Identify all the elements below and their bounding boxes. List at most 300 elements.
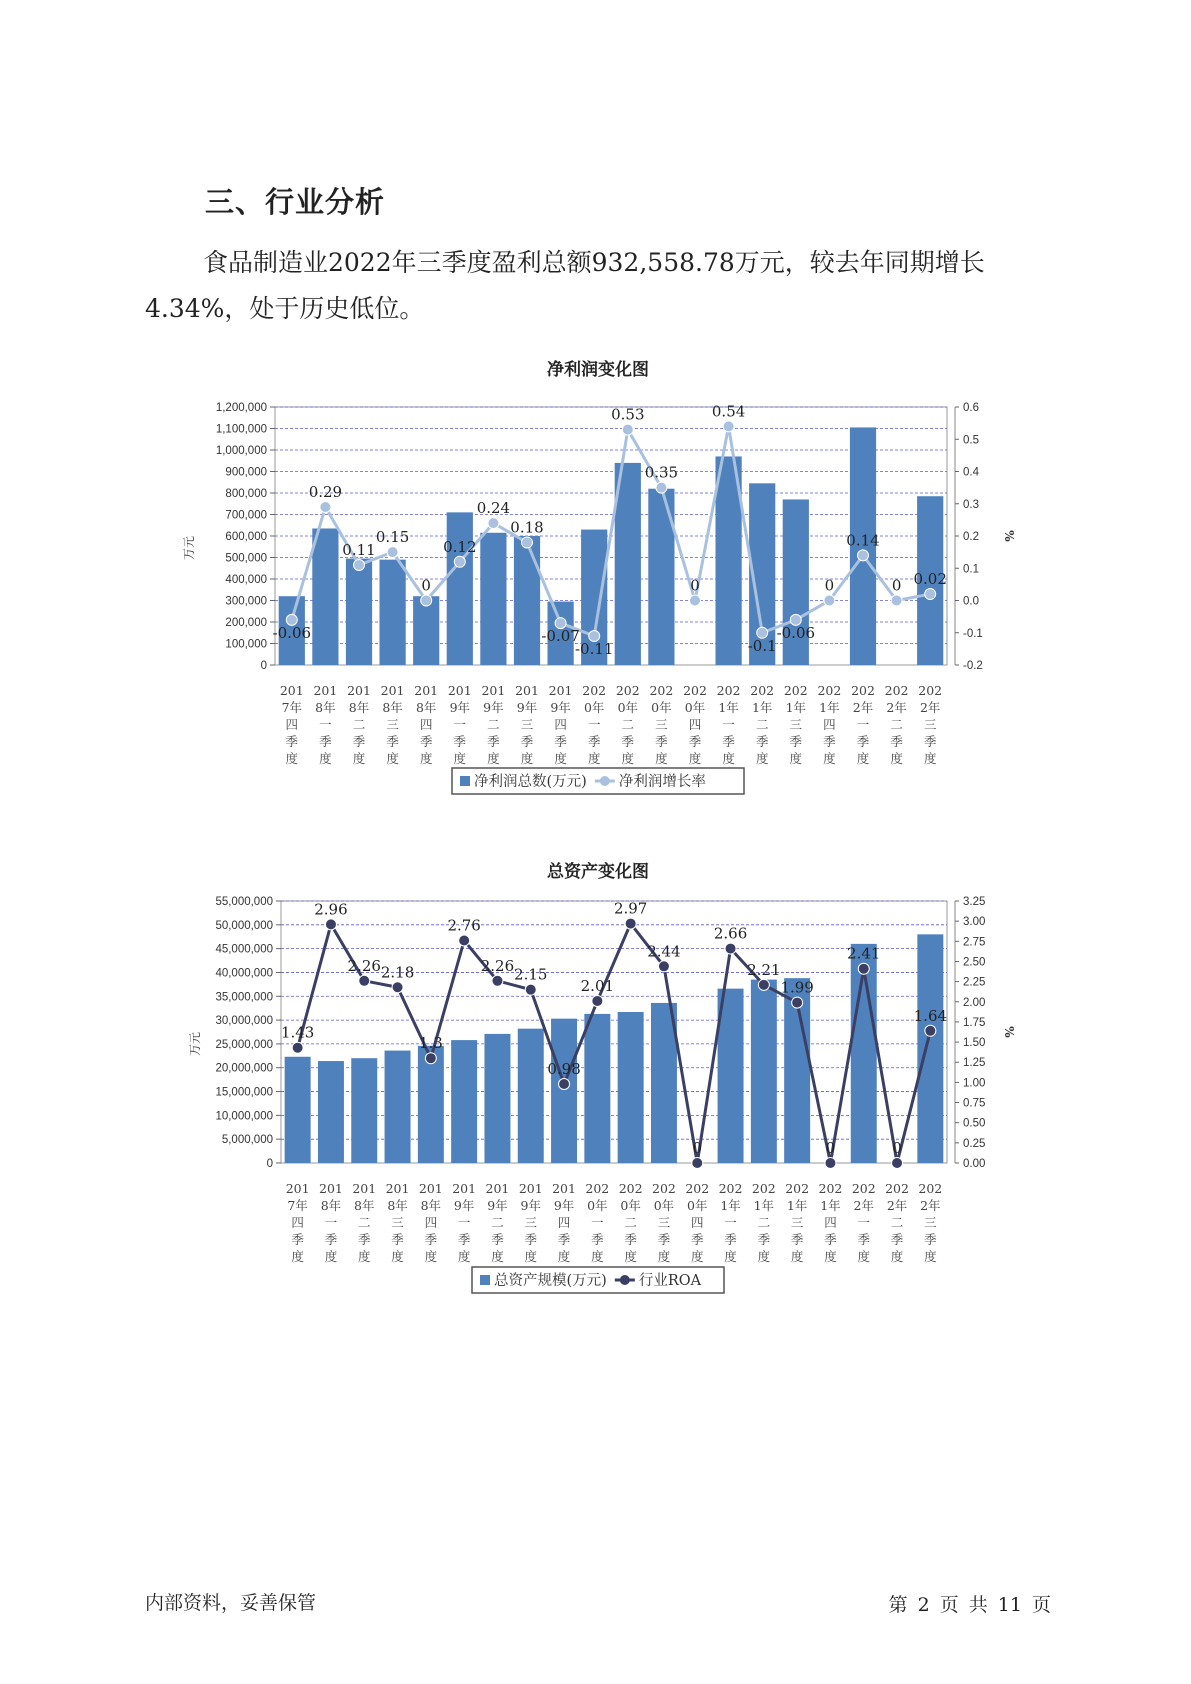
- y-axis-label: 万元: [188, 1031, 202, 1057]
- line-point: [690, 595, 701, 606]
- x-category-label: 202: [716, 683, 741, 698]
- y-tick-label: 100,000: [225, 638, 267, 651]
- y-axis-label: 万元: [182, 535, 196, 561]
- data-label: 0.02: [913, 570, 947, 589]
- x-category-label: 202: [817, 683, 842, 698]
- y2-tick-label: 1.00: [963, 1077, 986, 1090]
- y-tick-label: 400,000: [225, 574, 267, 586]
- x-category-label: 三: [520, 717, 534, 732]
- bar: [618, 1012, 644, 1163]
- x-category-label: 2年: [853, 1198, 874, 1213]
- data-label: 2.96: [314, 900, 348, 919]
- x-category-label: 8年: [420, 1198, 442, 1213]
- x-category-label: 9年: [516, 700, 538, 715]
- x-category-label: 季: [923, 734, 937, 749]
- data-label: 0: [692, 1139, 703, 1157]
- legend-bar-label: 总资产规模(万元): [494, 1273, 607, 1289]
- y2-tick-label: 0.1: [963, 563, 979, 576]
- x-category-label: 9年: [550, 700, 571, 715]
- line-point: [925, 1025, 936, 1036]
- y2-tick-label: 2.75: [963, 936, 986, 949]
- line-point: [723, 421, 734, 432]
- x-category-label: 二: [621, 717, 635, 732]
- x-category-label: 9年: [553, 1198, 575, 1213]
- x-category-label: 度: [591, 1249, 604, 1264]
- x-category-label: 201: [485, 1181, 510, 1196]
- x-category-label: 四: [419, 717, 433, 732]
- bar: [447, 512, 473, 665]
- x-category-label: 度: [824, 1249, 837, 1264]
- y2-tick-label: 2.50: [963, 956, 986, 969]
- x-category-label: 202: [885, 1181, 909, 1196]
- data-label: 0.35: [644, 463, 679, 482]
- y-tick-label: 1,200,000: [215, 402, 267, 414]
- x-category-label: 三: [657, 1215, 671, 1230]
- x-category-label: 201: [385, 1181, 410, 1196]
- legend-bar-label: 净利润总数(万元): [474, 774, 587, 790]
- x-category-label: 201: [418, 1181, 443, 1196]
- data-label: 0.29: [308, 482, 343, 501]
- y-tick-label: 45,000,000: [215, 943, 273, 956]
- data-label: 2.44: [647, 942, 681, 961]
- x-category-label: 202: [884, 683, 909, 698]
- x-category-label: 季: [690, 1232, 704, 1247]
- line-point: [392, 982, 403, 993]
- x-category-label: 四: [291, 1215, 304, 1230]
- x-category-label: 202: [783, 683, 808, 698]
- x-category-label: 季: [722, 734, 735, 749]
- y2-axis-label: %: [1002, 530, 1016, 542]
- data-label: 0.24: [476, 499, 511, 518]
- bar: [451, 1040, 477, 1163]
- net-profit-chart-svg: [0, 355, 1191, 815]
- data-label: 0: [891, 576, 902, 595]
- x-category-label: 度: [419, 751, 433, 766]
- x-category-label: 季: [757, 1232, 771, 1247]
- y-tick-label: 30,000,000: [215, 1015, 273, 1028]
- x-category-label: 三: [391, 1215, 404, 1230]
- x-category-label: 0年: [653, 1198, 675, 1213]
- x-category-label: 一: [587, 717, 601, 732]
- x-category-label: 8年: [415, 700, 437, 715]
- y-tick-label: 40,000,000: [215, 967, 273, 980]
- bar: [484, 1034, 510, 1163]
- x-category-label: 度: [524, 1249, 538, 1264]
- x-category-label: 202: [851, 1181, 876, 1196]
- y2-tick-label: 0.6: [963, 402, 979, 414]
- x-category-label: 三: [524, 1215, 538, 1230]
- line-point: [725, 943, 736, 954]
- x-category-label: 季: [924, 1232, 937, 1247]
- data-label: 2.97: [613, 899, 648, 918]
- y2-tick-label: 0.4: [963, 466, 979, 479]
- x-category-label: 季: [890, 734, 903, 749]
- x-category-label: 201: [447, 683, 472, 698]
- y-tick-label: 55,000,000: [215, 896, 273, 908]
- x-category-label: 度: [491, 1249, 504, 1264]
- line-point: [559, 1078, 570, 1089]
- x-category-label: 一: [856, 717, 870, 732]
- x-category-label: 季: [557, 1232, 571, 1247]
- data-label: 0.11: [342, 541, 376, 560]
- x-category-label: 季: [857, 1232, 871, 1247]
- x-category-label: 三: [923, 717, 937, 732]
- line-point: [320, 501, 331, 512]
- x-category-label: 季: [453, 734, 467, 749]
- x-category-label: 201: [548, 683, 573, 698]
- line-point: [292, 1042, 303, 1053]
- y2-tick-label: 0.00: [963, 1158, 986, 1170]
- bar: [285, 1057, 311, 1163]
- line-point: [592, 995, 603, 1006]
- x-category-label: 201: [313, 683, 338, 698]
- data-label: 0: [690, 576, 700, 595]
- x-category-label: 0年: [587, 1198, 608, 1213]
- x-category-label: 二: [487, 717, 500, 732]
- x-category-label: 季: [291, 1232, 304, 1247]
- y-tick-label: 15,000,000: [215, 1086, 273, 1099]
- bar: [518, 1029, 544, 1163]
- x-category-label: 季: [386, 734, 399, 749]
- x-category-label: 度: [789, 751, 803, 766]
- x-category-label: 度: [457, 1249, 471, 1264]
- x-category-label: 201: [347, 683, 371, 698]
- x-category-label: 季: [655, 734, 668, 749]
- y-tick-label: 600,000: [225, 531, 267, 543]
- y2-tick-label: 1.25: [963, 1057, 986, 1070]
- data-label: 0.18: [510, 518, 544, 537]
- data-label: -0.07: [541, 627, 580, 646]
- x-category-label: 度: [557, 1249, 571, 1264]
- x-category-label: 季: [621, 734, 635, 749]
- x-category-label: 度: [386, 751, 399, 766]
- x-category-label: 7年: [281, 700, 303, 715]
- x-category-label: 度: [487, 751, 500, 766]
- y-tick-label: 1,100,000: [215, 423, 267, 436]
- line-point: [925, 589, 936, 600]
- x-category-label: 一: [457, 1215, 471, 1230]
- data-label: 2.01: [580, 976, 615, 995]
- y-tick-label: 5,000,000: [221, 1134, 273, 1147]
- x-category-label: 0年: [583, 700, 605, 715]
- x-category-label: 201: [515, 683, 539, 698]
- y-tick-label: 0: [266, 1158, 273, 1170]
- chart-title: 总资产变化图: [547, 862, 649, 882]
- x-category-label: 一: [724, 1215, 737, 1230]
- x-category-label: 季: [688, 734, 702, 749]
- plot-frame: [281, 901, 947, 1163]
- data-label: 0: [421, 576, 431, 595]
- x-category-label: 201: [319, 1181, 343, 1196]
- y2-tick-label: 2.25: [963, 976, 986, 989]
- data-label: 0.53: [611, 405, 645, 424]
- line-point: [824, 595, 835, 606]
- x-category-label: 四: [823, 717, 836, 732]
- data-label: -0.06: [272, 623, 312, 642]
- x-category-label: 9年: [520, 1198, 541, 1213]
- x-category-label: 202: [685, 1181, 710, 1196]
- bar: [751, 980, 777, 1163]
- x-category-label: 201: [452, 1181, 477, 1196]
- x-category-label: 度: [352, 751, 366, 766]
- x-category-label: 四: [424, 1215, 438, 1230]
- x-category-label: 度: [722, 751, 735, 766]
- line-point: [825, 1158, 836, 1169]
- line-point: [758, 979, 769, 990]
- x-category-label: 度: [285, 751, 299, 766]
- data-label: -0.1: [747, 636, 777, 655]
- x-category-label: 度: [724, 1249, 737, 1264]
- data-label: -0.06: [776, 623, 816, 642]
- x-category-label: 季: [352, 734, 366, 749]
- legend-line-label: 净利润增长率: [618, 774, 706, 790]
- x-category-label: 8年: [320, 1198, 342, 1213]
- x-category-label: 季: [823, 734, 836, 749]
- x-category-label: 季: [457, 1232, 471, 1247]
- x-category-label: 201: [279, 683, 304, 698]
- x-category-label: 季: [587, 734, 601, 749]
- x-category-label: 度: [657, 1249, 671, 1264]
- y2-tick-label: 1.50: [963, 1037, 986, 1050]
- x-category-label: 四: [824, 1215, 837, 1230]
- data-label: 2.21: [747, 960, 781, 979]
- y-tick-label: 10,000,000: [215, 1110, 273, 1123]
- line-point: [454, 556, 465, 567]
- x-category-label: 季: [487, 734, 500, 749]
- bar: [346, 559, 372, 665]
- bar: [551, 1019, 577, 1163]
- y2-tick-label: 0.75: [963, 1097, 986, 1110]
- x-category-label: 202: [751, 1181, 776, 1196]
- x-category-label: 季: [824, 1232, 837, 1247]
- x-category-label: 201: [414, 683, 439, 698]
- x-category-label: 二: [890, 717, 903, 732]
- y-tick-label: 500,000: [225, 552, 267, 565]
- x-category-label: 202: [585, 1181, 610, 1196]
- data-label: 0.12: [443, 537, 477, 556]
- x-category-label: 度: [790, 1249, 804, 1264]
- y-tick-label: 35,000,000: [215, 991, 273, 1004]
- x-category-label: 度: [291, 1249, 304, 1264]
- data-label: 0: [825, 1139, 836, 1157]
- data-label: 1.99: [780, 978, 814, 997]
- bar: [917, 934, 943, 1163]
- y-tick-label: 800,000: [225, 488, 267, 500]
- x-category-label: 三: [655, 717, 668, 732]
- legend-line-label: 行业ROA: [638, 1273, 702, 1289]
- x-category-label: 季: [424, 1232, 438, 1247]
- line-point: [792, 997, 803, 1008]
- x-category-label: 202: [851, 683, 875, 698]
- line-point: [425, 1053, 436, 1064]
- x-category-label: 三: [924, 1215, 937, 1230]
- confidential-note: 内部资料，妥善保管: [145, 1592, 317, 1614]
- y-tick-label: 20,000,000: [215, 1062, 273, 1075]
- x-category-label: 一: [324, 1215, 338, 1230]
- x-category-label: 季: [624, 1232, 637, 1247]
- x-category-label: 度: [924, 1249, 937, 1264]
- x-category-label: 202: [683, 683, 707, 698]
- x-category-label: 季: [790, 1232, 804, 1247]
- data-label: 0: [824, 576, 835, 595]
- x-category-label: 1年: [786, 1198, 808, 1213]
- x-category-label: 四: [688, 717, 702, 732]
- x-category-label: 1年: [819, 700, 840, 715]
- x-category-label: 202: [618, 1181, 643, 1196]
- x-category-label: 一: [722, 717, 735, 732]
- data-label: -0.11: [574, 639, 614, 658]
- x-category-label: 9年: [449, 700, 471, 715]
- x-category-label: 二: [755, 717, 769, 732]
- x-category-label: 三: [790, 1215, 804, 1230]
- x-category-label: 季: [391, 1232, 404, 1247]
- x-category-label: 二: [357, 1215, 371, 1230]
- x-category-label: 季: [285, 734, 299, 749]
- x-category-label: 202: [718, 1181, 743, 1196]
- net-profit-chart: [0, 355, 1191, 815]
- line-point: [858, 963, 869, 974]
- y-tick-label: 0: [260, 660, 267, 672]
- data-label: 2.76: [447, 916, 481, 935]
- x-category-label: 度: [690, 1249, 704, 1264]
- x-category-label: 1年: [720, 1198, 741, 1213]
- x-category-label: 度: [391, 1249, 404, 1264]
- x-category-label: 1年: [820, 1198, 841, 1213]
- line-point: [692, 1158, 703, 1169]
- x-category-label: 201: [380, 683, 405, 698]
- x-category-label: 度: [755, 751, 769, 766]
- x-category-label: 201: [518, 1181, 543, 1196]
- x-category-label: 9年: [487, 1198, 508, 1213]
- x-category-label: 202: [582, 683, 607, 698]
- data-label: 2.26: [347, 956, 381, 975]
- x-category-label: 一: [591, 1215, 604, 1230]
- x-category-label: 四: [690, 1215, 704, 1230]
- line-point: [359, 975, 370, 986]
- data-label: 0.14: [846, 531, 880, 550]
- x-category-label: 8年: [348, 700, 370, 715]
- x-category-label: 二: [352, 717, 366, 732]
- data-label: 0.54: [711, 402, 746, 421]
- bar: [413, 596, 439, 665]
- y-tick-label: 700,000: [225, 509, 267, 522]
- bar: [385, 1051, 411, 1163]
- x-category-label: 一: [857, 1215, 871, 1230]
- line-point: [387, 547, 398, 558]
- line-point: [625, 918, 636, 929]
- y-tick-label: 25,000,000: [215, 1038, 273, 1051]
- bar: [584, 1014, 610, 1163]
- y2-tick-label: 0.2: [963, 531, 979, 543]
- x-category-label: 201: [285, 1181, 310, 1196]
- line-point: [492, 975, 503, 986]
- x-category-label: 2年: [886, 1198, 908, 1213]
- y2-tick-label: 0.3: [963, 498, 979, 511]
- legend-line-marker: [600, 776, 610, 786]
- x-category-label: 2年: [852, 700, 874, 715]
- x-category-label: 202: [818, 1181, 843, 1196]
- x-category-label: 度: [655, 751, 668, 766]
- x-category-label: 9年: [453, 1198, 475, 1213]
- x-category-label: 202: [785, 1181, 810, 1196]
- x-category-label: 四: [554, 717, 567, 732]
- x-category-label: 度: [624, 1249, 637, 1264]
- x-category-label: 季: [856, 734, 870, 749]
- x-category-label: 1年: [718, 700, 739, 715]
- x-category-label: 度: [757, 1249, 771, 1264]
- x-category-label: 202: [615, 683, 640, 698]
- data-label: 2.18: [380, 963, 415, 982]
- data-label: 1.43: [280, 1023, 315, 1042]
- x-category-label: 8年: [387, 1198, 408, 1213]
- x-category-label: 二: [491, 1215, 504, 1230]
- x-category-label: 三: [386, 717, 399, 732]
- y2-tick-label: 0.25: [963, 1137, 986, 1150]
- y-tick-label: 1,000,000: [215, 445, 267, 457]
- y-tick-label: 900,000: [225, 466, 267, 479]
- x-category-label: 8年: [382, 700, 403, 715]
- x-category-label: 一: [319, 717, 332, 732]
- x-category-label: 季: [524, 1232, 538, 1247]
- data-label: 0.98: [547, 1059, 581, 1078]
- data-label: 0: [892, 1139, 902, 1157]
- bar: [351, 1058, 377, 1163]
- page-number: 第 2 页 共 11 页: [888, 1594, 1051, 1616]
- total-assets-chart: [0, 855, 1191, 1315]
- line-point: [488, 518, 499, 529]
- x-category-label: 2年: [920, 1198, 941, 1213]
- x-category-label: 度: [621, 751, 635, 766]
- x-category-label: 季: [789, 734, 803, 749]
- total-assets-chart-svg: [0, 855, 1191, 1315]
- x-category-label: 度: [923, 751, 937, 766]
- x-category-label: 201: [352, 1181, 377, 1196]
- section-heading: 三、行业分析: [205, 185, 386, 219]
- x-category-label: 度: [587, 751, 601, 766]
- bar: [480, 533, 506, 665]
- y2-tick-label: 2.00: [963, 996, 986, 1009]
- y-tick-label: 200,000: [225, 617, 267, 629]
- x-category-label: 季: [591, 1232, 604, 1247]
- data-label: 2.26: [480, 956, 515, 975]
- x-category-label: 度: [890, 751, 903, 766]
- x-category-label: 季: [554, 734, 567, 749]
- x-category-label: 四: [557, 1215, 571, 1230]
- legend-line-marker: [620, 1275, 630, 1285]
- data-label: 0.15: [375, 528, 410, 547]
- x-category-label: 度: [453, 751, 467, 766]
- line-point: [354, 560, 365, 571]
- chart-title: 净利润变化图: [547, 360, 649, 380]
- y2-axis-label: %: [1002, 1026, 1016, 1038]
- y2-tick-label: -0.2: [963, 660, 983, 672]
- x-category-label: 202: [918, 683, 943, 698]
- x-category-label: 度: [857, 1249, 871, 1264]
- x-category-label: 202: [652, 1181, 676, 1196]
- x-category-label: 201: [481, 683, 506, 698]
- x-category-label: 度: [520, 751, 534, 766]
- x-category-label: 2年: [886, 700, 907, 715]
- x-category-label: 0年: [651, 700, 672, 715]
- x-category-label: 1年: [753, 1198, 775, 1213]
- bar: [318, 1061, 344, 1163]
- x-category-label: 季: [419, 734, 433, 749]
- y2-tick-label: -0.1: [963, 627, 983, 640]
- legend-bar-swatch: [480, 1275, 490, 1285]
- x-category-label: 202: [649, 683, 674, 698]
- line-point: [892, 1158, 903, 1169]
- bar: [312, 528, 338, 665]
